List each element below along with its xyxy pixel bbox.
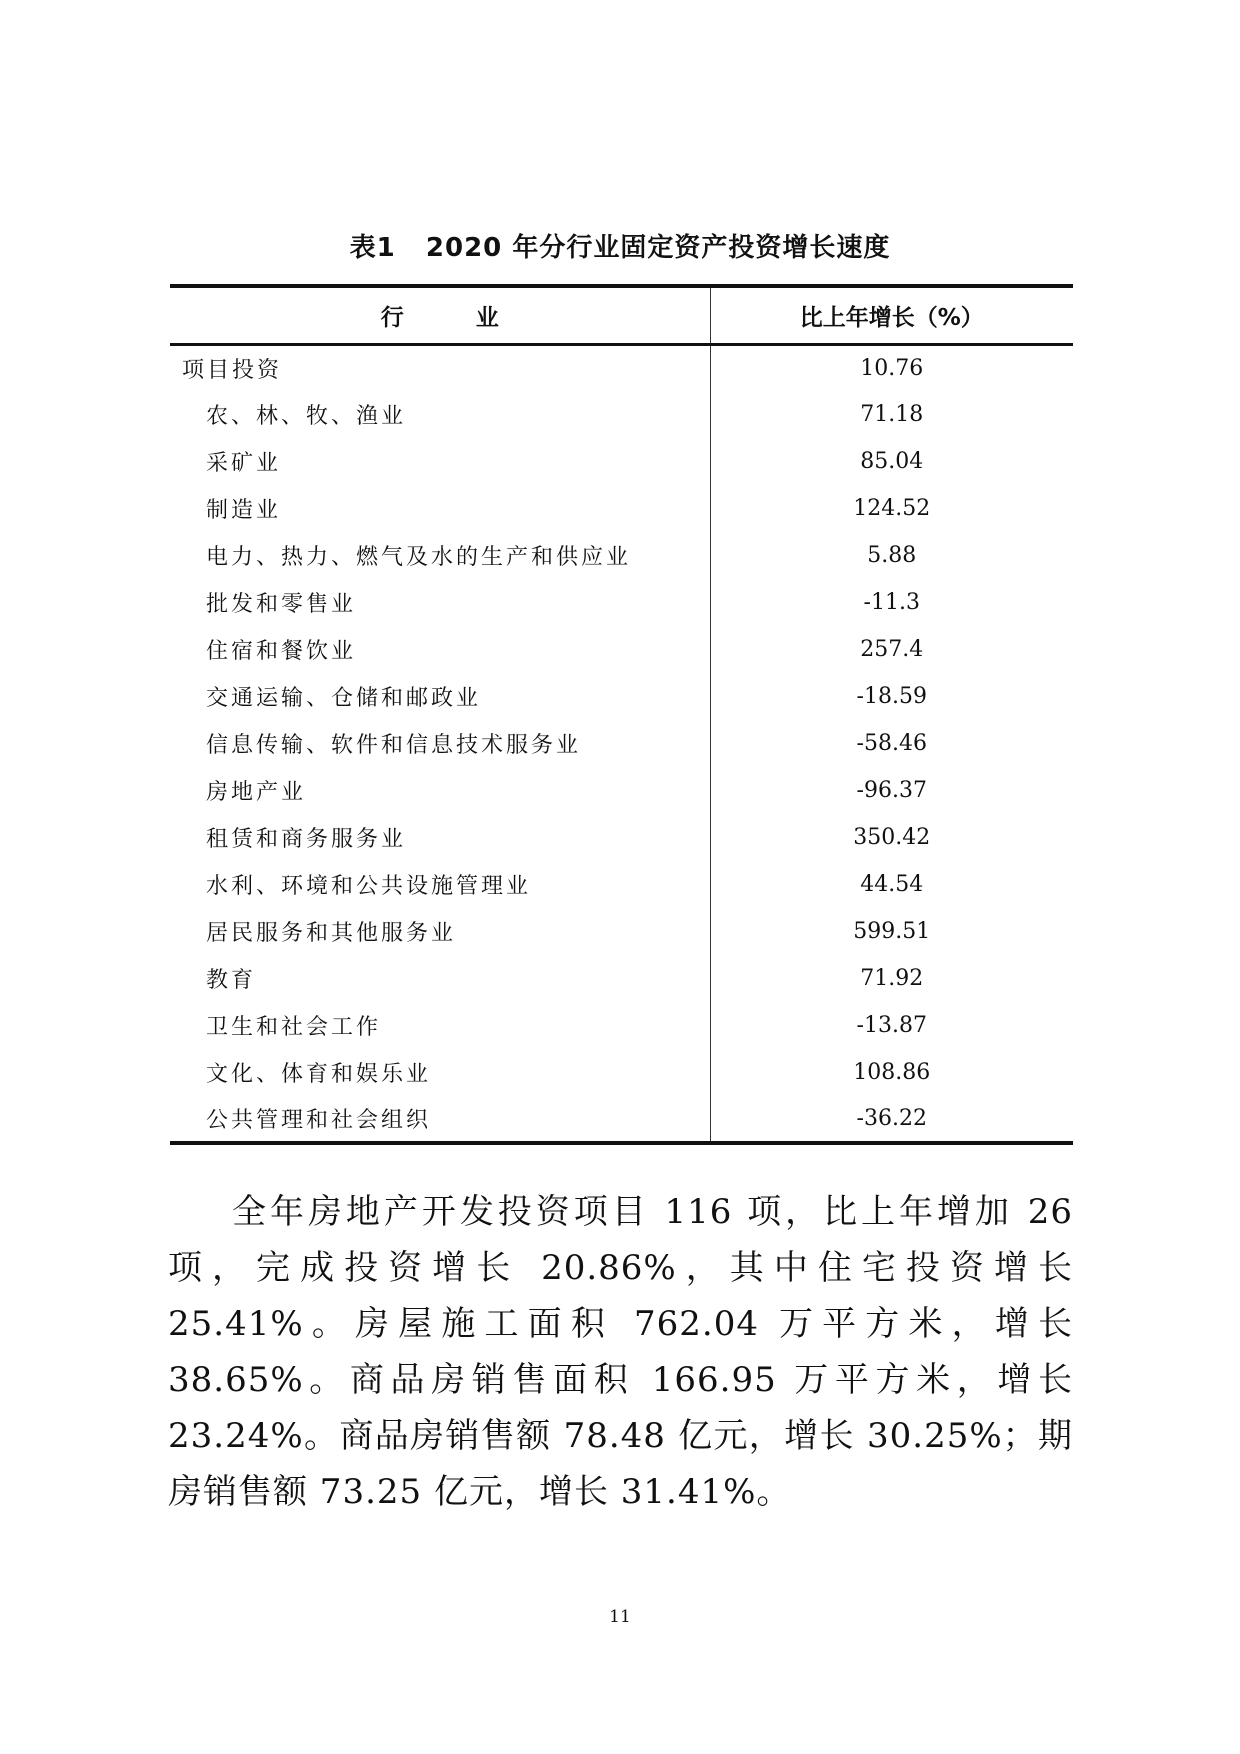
table-header-row <box>170 286 1073 344</box>
industry-growth-table <box>170 284 1073 1145</box>
growth-value: 350.42 <box>853 825 931 850</box>
body-paragraph: 全年房地产开发投资项目 116 项，比上年增加 26 项，完成投资增长 20.86%，其中住宅投资增长 25.41%。房屋施工面积 762.04 万平方米，增长 38.65%。商品房销售面积 166.95 万平方米，增长 23.24%。商品房销售额 78.48 亿元，增长 30.25%；期房销售额 73.25 亿元，增长 31.41%。 <box>168 1192 1073 1512</box>
table-row <box>170 344 1073 391</box>
industry-name: 制造业 <box>170 485 710 532</box>
growth-value: 599.51 <box>853 919 931 944</box>
table-row <box>170 532 1073 579</box>
industry-name: 房地产业 <box>170 767 710 814</box>
growth-value: 5.88 <box>867 543 917 568</box>
industry-name: 租赁和商务服务业 <box>170 814 710 861</box>
header-industry: 行业 <box>170 286 710 344</box>
table-row <box>170 485 1073 532</box>
growth-value: 85.04 <box>860 449 924 474</box>
industry-name: 电力、热力、燃气及水的生产和供应业 <box>170 532 710 579</box>
table-title: 表1 2020 年分行业固定资产投资增长速度 <box>349 233 891 263</box>
table-row <box>170 955 1073 1002</box>
table-row <box>170 908 1073 955</box>
growth-value: -36.22 <box>710 1096 1073 1143</box>
industry-name: 采矿业 <box>170 438 710 485</box>
table-row <box>170 579 1073 626</box>
growth-value: -18.59 <box>856 684 927 709</box>
table-header <box>170 286 1073 344</box>
table-row <box>170 1049 1073 1096</box>
industry-name: 项目投资 <box>170 344 710 391</box>
industry-name: 水利、环境和公共设施管理业 <box>170 861 710 908</box>
growth-value: 257.4 <box>860 637 924 662</box>
growth-value: 44.54 <box>860 872 924 897</box>
growth-value: 71.18 <box>860 402 924 427</box>
table-row <box>170 767 1073 814</box>
industry-name: 批发和零售业 <box>170 579 710 626</box>
industry-name: 教育 <box>170 955 710 1002</box>
growth-value: -96.37 <box>856 778 927 803</box>
table-row <box>170 626 1073 673</box>
industry-name: 卫生和社会工作 <box>170 1002 710 1049</box>
industry-name: 文化、体育和娱乐业 <box>170 1049 710 1096</box>
table-row <box>170 1002 1073 1049</box>
growth-value: -58.46 <box>856 731 927 756</box>
industry-name: 信息传输、软件和信息技术服务业 <box>170 720 710 767</box>
industry-name: 住宿和餐饮业 <box>170 626 710 673</box>
growth-value: 124.52 <box>853 496 931 521</box>
growth-value: -13.87 <box>856 1013 927 1038</box>
table-row <box>170 861 1073 908</box>
growth-value: -11.3 <box>863 590 920 615</box>
table-row <box>170 814 1073 861</box>
industry-name: 居民服务和其他服务业 <box>170 908 710 955</box>
table-row <box>170 720 1073 767</box>
table-body <box>170 344 1073 1143</box>
table-row <box>170 391 1073 438</box>
page-number: 11 <box>609 1607 631 1627</box>
industry-name: 交通运输、仓储和邮政业 <box>170 673 710 720</box>
table-row <box>170 673 1073 720</box>
header-growth: 比上年增长（%） <box>710 286 1073 344</box>
growth-value: 10.76 <box>860 355 924 381</box>
table-row <box>170 1096 1073 1143</box>
industry-name: 公共管理和社会组织 <box>170 1096 710 1143</box>
growth-value: 108.86 <box>853 1060 931 1085</box>
industry-name: 农、林、牧、渔业 <box>170 391 710 438</box>
table-row <box>170 438 1073 485</box>
growth-value: 71.92 <box>860 966 924 991</box>
